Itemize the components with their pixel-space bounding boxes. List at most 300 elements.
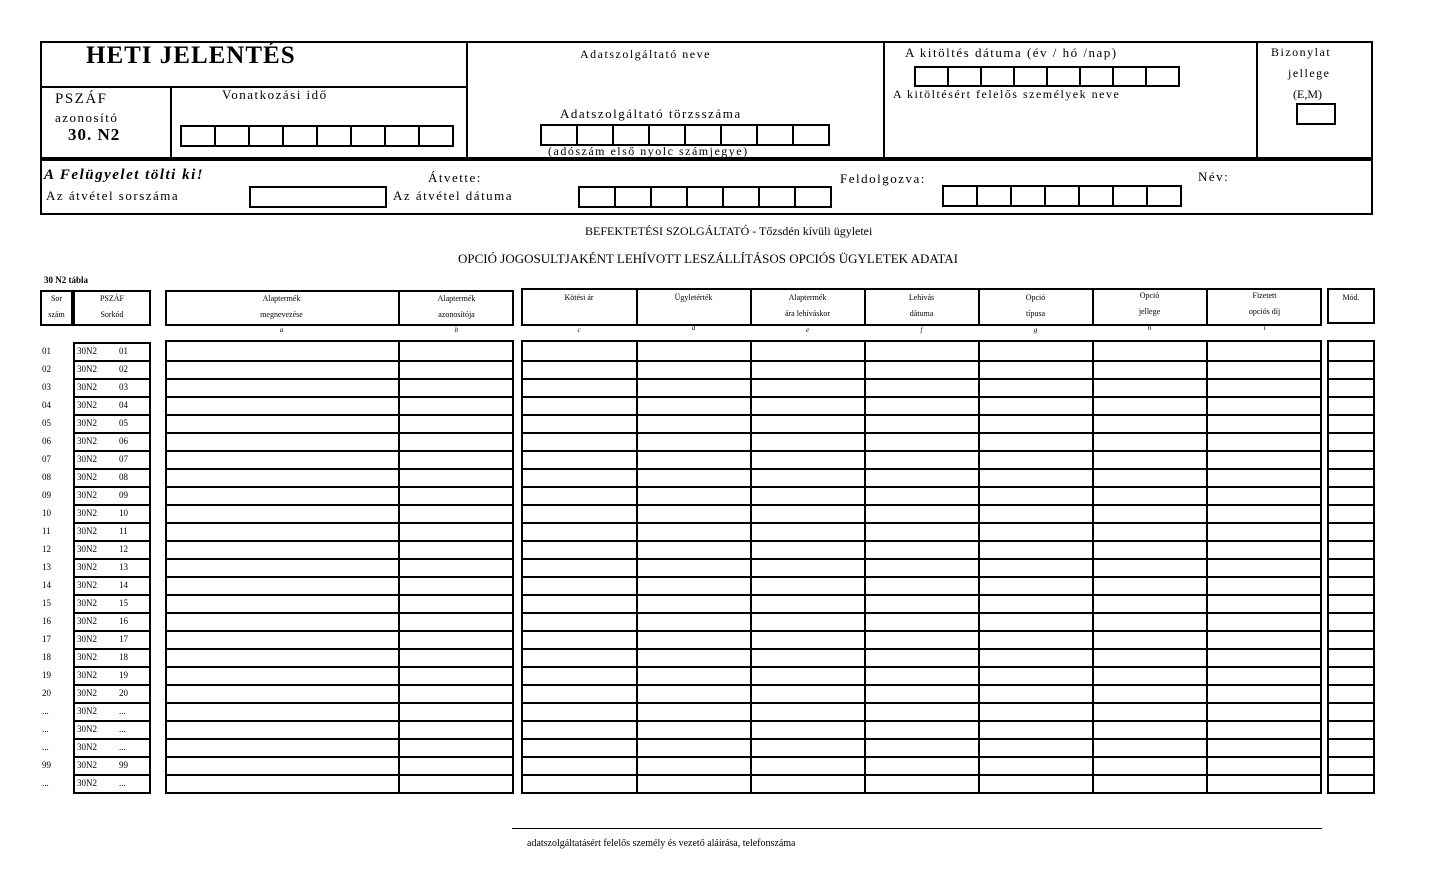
data-cell-i[interactable] [1208, 668, 1321, 683]
data-cell-i[interactable] [1208, 650, 1321, 665]
table-row [0, 720, 1430, 738]
data-cell-d[interactable] [638, 488, 750, 503]
data-cell-e[interactable] [752, 560, 864, 575]
data-cell-f[interactable] [866, 506, 978, 521]
data-cell-c[interactable] [523, 704, 636, 719]
data-cell-d[interactable] [638, 506, 750, 521]
data-cell-c[interactable] [523, 596, 636, 611]
data-cell-h[interactable] [1094, 560, 1206, 575]
row-separator [73, 666, 151, 668]
data-cell-f[interactable] [866, 704, 978, 719]
row-separator [73, 702, 151, 704]
data-cell-e[interactable] [752, 398, 864, 413]
data-cell-b[interactable] [400, 542, 513, 557]
data-cell-f[interactable] [866, 578, 978, 593]
data-cell-f[interactable] [866, 488, 978, 503]
data-cell-f[interactable] [866, 614, 978, 629]
data-cell-c[interactable] [523, 506, 636, 521]
data-cell-i[interactable] [1208, 470, 1321, 485]
data-cell-d[interactable] [638, 560, 750, 575]
row-code-number: 18 [119, 652, 128, 662]
torzsszam-field[interactable] [540, 124, 828, 146]
data-cell-g[interactable] [980, 488, 1092, 503]
data-cell-g[interactable] [980, 668, 1092, 683]
data-cell-d[interactable] [638, 398, 750, 413]
data-cell-h[interactable] [1094, 362, 1206, 377]
data-cell-i[interactable] [1208, 416, 1321, 431]
data-cell-c[interactable] [523, 416, 636, 431]
data-cell-m[interactable] [1329, 614, 1374, 629]
data-cell-a[interactable] [166, 578, 398, 593]
data-cell-b[interactable] [400, 758, 513, 773]
data-cell-h[interactable] [1094, 524, 1206, 539]
data-cell-e[interactable] [752, 344, 864, 359]
data-cell-i[interactable] [1208, 488, 1321, 503]
data-cell-e[interactable] [752, 542, 864, 557]
data-cell-h[interactable] [1094, 650, 1206, 665]
row-code: 30N2 [77, 490, 97, 500]
data-cell-a[interactable] [166, 380, 398, 395]
data-cell-a[interactable] [166, 344, 398, 359]
row-number: ... [42, 742, 49, 752]
data-cell-c[interactable] [523, 722, 636, 737]
data-cell-b[interactable] [400, 686, 513, 701]
data-cell-a[interactable] [166, 704, 398, 719]
kitoltes-datuma-field[interactable] [914, 66, 1178, 87]
data-cell-c[interactable] [523, 488, 636, 503]
data-cell-f[interactable] [866, 668, 978, 683]
data-cell-f[interactable] [866, 596, 978, 611]
data-cell-d[interactable] [638, 650, 750, 665]
data-cell-e[interactable] [752, 722, 864, 737]
atvetel-datuma-label: Az átvétel dátuma [393, 188, 514, 203]
data-cell-d[interactable] [638, 596, 750, 611]
data-cell-f[interactable] [866, 434, 978, 449]
data-cell-d[interactable] [638, 362, 750, 377]
data-cell-d[interactable] [638, 614, 750, 629]
data-cell-f[interactable] [866, 560, 978, 575]
data-cell-a[interactable] [166, 686, 398, 701]
bizonylat-field[interactable] [1296, 103, 1336, 125]
data-cell-d[interactable] [638, 776, 750, 791]
data-cell-g[interactable] [980, 776, 1092, 791]
data-cell-a[interactable] [166, 362, 398, 377]
data-cell-e[interactable] [752, 758, 864, 773]
data-cell-c[interactable] [523, 452, 636, 467]
data-cell-g[interactable] [980, 650, 1092, 665]
data-cell-e[interactable] [752, 632, 864, 647]
data-cell-b[interactable] [400, 434, 513, 449]
data-cell-e[interactable] [752, 488, 864, 503]
data-cell-m[interactable] [1329, 578, 1374, 593]
data-cell-g[interactable] [980, 470, 1092, 485]
data-cell-g[interactable] [980, 758, 1092, 773]
vonatkozasi-ido-field[interactable] [180, 125, 452, 147]
data-cell-b[interactable] [400, 560, 513, 575]
data-cell-f[interactable] [866, 362, 978, 377]
row-separator [73, 450, 151, 452]
data-cell-m[interactable] [1329, 542, 1374, 557]
data-cell-e[interactable] [752, 596, 864, 611]
row-separator [73, 774, 151, 776]
data-cell-a[interactable] [166, 470, 398, 485]
data-cell-g[interactable] [980, 632, 1092, 647]
bizonylat-label-2: jellege [1288, 66, 1331, 80]
data-cell-c[interactable] [523, 398, 636, 413]
data-cell-f[interactable] [866, 398, 978, 413]
data-cell-e[interactable] [752, 506, 864, 521]
data-cell-a[interactable] [166, 398, 398, 413]
data-cell-c[interactable] [523, 380, 636, 395]
data-cell-m[interactable] [1329, 776, 1374, 791]
row-separator [73, 684, 151, 686]
data-cell-m[interactable] [1329, 416, 1374, 431]
data-cell-c[interactable] [523, 614, 636, 629]
data-cell-i[interactable] [1208, 344, 1321, 359]
data-cell-a[interactable] [166, 614, 398, 629]
data-cell-h[interactable] [1094, 614, 1206, 629]
data-cell-m[interactable] [1329, 488, 1374, 503]
data-cell-f[interactable] [866, 650, 978, 665]
data-cell-h[interactable] [1094, 398, 1206, 413]
data-cell-e[interactable] [752, 380, 864, 395]
data-cell-e[interactable] [752, 704, 864, 719]
row-code: 30N2 [77, 670, 97, 680]
data-cell-m[interactable] [1329, 704, 1374, 719]
table-row [0, 702, 1430, 720]
data-cell-i[interactable] [1208, 632, 1321, 647]
data-cell-f[interactable] [866, 740, 978, 755]
data-cell-d[interactable] [638, 542, 750, 557]
data-cell-f[interactable] [866, 416, 978, 431]
data-cell-h[interactable] [1094, 470, 1206, 485]
data-cell-f[interactable] [866, 632, 978, 647]
col-pszaf-label: PSZÁF Sorkód [99, 294, 124, 319]
data-cell-h[interactable] [1094, 632, 1206, 647]
table-row [0, 630, 1430, 648]
data-cell-h[interactable] [1094, 704, 1206, 719]
data-cell-i[interactable] [1208, 506, 1321, 521]
data-cell-e[interactable] [752, 452, 864, 467]
data-cell-d[interactable] [638, 380, 750, 395]
data-cell-h[interactable] [1094, 776, 1206, 791]
data-cell-a[interactable] [166, 416, 398, 431]
data-cell-g[interactable] [980, 614, 1092, 629]
data-cell-c[interactable] [523, 740, 636, 755]
data-cell-i[interactable] [1208, 776, 1321, 791]
row-number: 99 [42, 760, 51, 770]
data-cell-f[interactable] [866, 776, 978, 791]
data-cell-m[interactable] [1329, 452, 1374, 467]
data-cell-d[interactable] [638, 452, 750, 467]
data-cell-e[interactable] [752, 524, 864, 539]
row-code: 30N2 [77, 652, 97, 662]
data-cell-g[interactable] [980, 560, 1092, 575]
data-cell-g[interactable] [980, 596, 1092, 611]
data-cell-d[interactable] [638, 578, 750, 593]
data-cell-b[interactable] [400, 668, 513, 683]
data-cell-d[interactable] [638, 740, 750, 755]
table-row [0, 540, 1430, 558]
data-cell-a[interactable] [166, 740, 398, 755]
data-cell-a[interactable] [166, 668, 398, 683]
data-cell-m[interactable] [1329, 560, 1374, 575]
data-cell-i[interactable] [1208, 614, 1321, 629]
data-cell-h[interactable] [1094, 596, 1206, 611]
row-code-number: 02 [119, 364, 128, 374]
data-cell-e[interactable] [752, 650, 864, 665]
data-cell-a[interactable] [166, 434, 398, 449]
data-cell-a[interactable] [166, 776, 398, 791]
table-row [0, 396, 1430, 414]
data-cell-h[interactable] [1094, 722, 1206, 737]
data-cell-b[interactable] [400, 740, 513, 755]
data-cell-e[interactable] [752, 776, 864, 791]
data-cell-b[interactable] [400, 398, 513, 413]
data-cell-h[interactable] [1094, 434, 1206, 449]
row-number: 07 [42, 454, 51, 464]
data-cell-i[interactable] [1208, 542, 1321, 557]
data-cell-a[interactable] [166, 758, 398, 773]
data-cell-c[interactable] [523, 632, 636, 647]
data-cell-i[interactable] [1208, 398, 1321, 413]
data-cell-i[interactable] [1208, 686, 1321, 701]
data-cell-d[interactable] [638, 524, 750, 539]
table-row [0, 558, 1430, 576]
data-cell-b[interactable] [400, 452, 513, 467]
data-cell-m[interactable] [1329, 686, 1374, 701]
data-cell-m[interactable] [1329, 524, 1374, 539]
data-cell-c[interactable] [523, 650, 636, 665]
data-cell-c[interactable] [523, 776, 636, 791]
data-cell-m[interactable] [1329, 596, 1374, 611]
data-cell-f[interactable] [866, 758, 978, 773]
data-cell-b[interactable] [400, 614, 513, 629]
data-cell-c[interactable] [523, 560, 636, 575]
data-cell-m[interactable] [1329, 380, 1374, 395]
data-cell-m[interactable] [1329, 740, 1374, 755]
data-cell-h[interactable] [1094, 488, 1206, 503]
data-cell-a[interactable] [166, 452, 398, 467]
data-cell-d[interactable] [638, 416, 750, 431]
row-code: 30N2 [77, 508, 97, 518]
data-cell-g[interactable] [980, 434, 1092, 449]
data-cell-g[interactable] [980, 506, 1092, 521]
row-code: 30N2 [77, 454, 97, 464]
row-separator [73, 468, 151, 470]
data-cell-m[interactable] [1329, 344, 1374, 359]
data-cell-g[interactable] [980, 362, 1092, 377]
data-cell-g[interactable] [980, 344, 1092, 359]
data-cell-m[interactable] [1329, 398, 1374, 413]
row-separator [73, 756, 151, 758]
data-cell-c[interactable] [523, 758, 636, 773]
data-cell-i[interactable] [1208, 434, 1321, 449]
feldolgozva-field[interactable] [942, 185, 1180, 207]
data-cell-m[interactable] [1329, 632, 1374, 647]
data-cell-d[interactable] [638, 344, 750, 359]
data-cell-h[interactable] [1094, 416, 1206, 431]
data-cell-h[interactable] [1094, 668, 1206, 683]
data-cell-f[interactable] [866, 380, 978, 395]
data-cell-d[interactable] [638, 470, 750, 485]
data-cell-i[interactable] [1208, 524, 1321, 539]
data-cell-h[interactable] [1094, 686, 1206, 701]
data-cell-f[interactable] [866, 524, 978, 539]
data-cell-i[interactable] [1208, 362, 1321, 377]
data-cell-f[interactable] [866, 542, 978, 557]
data-cell-h[interactable] [1094, 542, 1206, 557]
data-cell-e[interactable] [752, 740, 864, 755]
data-cell-i[interactable] [1208, 722, 1321, 737]
data-cell-e[interactable] [752, 686, 864, 701]
data-cell-b[interactable] [400, 722, 513, 737]
data-cell-m[interactable] [1329, 506, 1374, 521]
data-cell-b[interactable] [400, 362, 513, 377]
col-c-label: Kötési ár [564, 293, 594, 302]
data-cell-g[interactable] [980, 578, 1092, 593]
data-cell-m[interactable] [1329, 650, 1374, 665]
data-cell-a[interactable] [166, 632, 398, 647]
col-b-label: Alaptermék azonosítója [437, 294, 476, 319]
data-cell-g[interactable] [980, 686, 1092, 701]
data-cell-e[interactable] [752, 470, 864, 485]
data-cell-g[interactable] [980, 524, 1092, 539]
data-cell-b[interactable] [400, 470, 513, 485]
data-cell-b[interactable] [400, 344, 513, 359]
data-cell-m[interactable] [1329, 362, 1374, 377]
data-cell-h[interactable] [1094, 506, 1206, 521]
data-cell-g[interactable] [980, 416, 1092, 431]
data-cell-b[interactable] [400, 596, 513, 611]
row-code-number: 10 [119, 508, 128, 518]
data-cell-i[interactable] [1208, 452, 1321, 467]
data-cell-c[interactable] [523, 542, 636, 557]
data-cell-a[interactable] [166, 506, 398, 521]
row-code: 30N2 [77, 544, 97, 554]
data-cell-b[interactable] [400, 506, 513, 521]
data-cell-g[interactable] [980, 452, 1092, 467]
data-cell-m[interactable] [1329, 668, 1374, 683]
data-cell-a[interactable] [166, 650, 398, 665]
row-number: 19 [42, 670, 51, 680]
data-cell-d[interactable] [638, 686, 750, 701]
data-cell-i[interactable] [1208, 596, 1321, 611]
data-cell-h[interactable] [1094, 380, 1206, 395]
data-cell-d[interactable] [638, 668, 750, 683]
data-cell-a[interactable] [166, 488, 398, 503]
data-cell-c[interactable] [523, 668, 636, 683]
data-cell-f[interactable] [866, 452, 978, 467]
data-cell-a[interactable] [166, 524, 398, 539]
data-cell-m[interactable] [1329, 722, 1374, 737]
data-cell-b[interactable] [400, 380, 513, 395]
table-row [0, 450, 1430, 468]
row-separator [73, 522, 151, 524]
col-sor-label: Sor szám [48, 294, 65, 319]
data-cell-b[interactable] [400, 578, 513, 593]
data-cell-b[interactable] [400, 704, 513, 719]
data-cell-i[interactable] [1208, 560, 1321, 575]
data-cell-e[interactable] [752, 362, 864, 377]
data-cell-e[interactable] [752, 578, 864, 593]
data-cell-h[interactable] [1094, 758, 1206, 773]
data-cell-a[interactable] [166, 542, 398, 557]
data-cell-c[interactable] [523, 524, 636, 539]
data-cell-i[interactable] [1208, 578, 1321, 593]
data-cell-b[interactable] [400, 776, 513, 791]
row-number: 15 [42, 598, 51, 608]
data-cell-a[interactable] [166, 722, 398, 737]
data-cell-d[interactable] [638, 434, 750, 449]
table-row [0, 684, 1430, 702]
row-code: 30N2 [77, 760, 97, 770]
data-cell-c[interactable] [523, 362, 636, 377]
data-cell-c[interactable] [523, 434, 636, 449]
row-separator [73, 648, 151, 650]
data-cell-f[interactable] [866, 470, 978, 485]
data-cell-b[interactable] [400, 416, 513, 431]
data-cell-d[interactable] [638, 704, 750, 719]
data-cell-b[interactable] [400, 524, 513, 539]
data-cell-a[interactable] [166, 596, 398, 611]
data-cell-h[interactable] [1094, 578, 1206, 593]
data-cell-g[interactable] [980, 380, 1092, 395]
row-code-number: 19 [119, 670, 128, 680]
data-cell-f[interactable] [866, 686, 978, 701]
data-cell-c[interactable] [523, 686, 636, 701]
data-cell-e[interactable] [752, 614, 864, 629]
data-cell-a[interactable] [166, 560, 398, 575]
data-cell-c[interactable] [523, 470, 636, 485]
data-cell-g[interactable] [980, 740, 1092, 755]
data-cell-m[interactable] [1329, 434, 1374, 449]
data-cell-g[interactable] [980, 704, 1092, 719]
data-cell-f[interactable] [866, 344, 978, 359]
data-cell-e[interactable] [752, 434, 864, 449]
data-cell-h[interactable] [1094, 740, 1206, 755]
atvetel-datuma-field[interactable] [578, 186, 830, 208]
data-cell-g[interactable] [980, 398, 1092, 413]
data-cell-g[interactable] [980, 722, 1092, 737]
data-cell-e[interactable] [752, 416, 864, 431]
data-cell-b[interactable] [400, 488, 513, 503]
data-cell-c[interactable] [523, 344, 636, 359]
row-separator [73, 396, 151, 398]
row-code: 30N2 [77, 742, 97, 752]
data-cell-m[interactable] [1329, 758, 1374, 773]
table-row [0, 612, 1430, 630]
data-cell-i[interactable] [1208, 380, 1321, 395]
data-cell-e[interactable] [752, 668, 864, 683]
data-cell-d[interactable] [638, 632, 750, 647]
data-cell-h[interactable] [1094, 344, 1206, 359]
data-cell-i[interactable] [1208, 740, 1321, 755]
data-cell-i[interactable] [1208, 704, 1321, 719]
row-code-number: ... [119, 724, 126, 734]
data-cell-i[interactable] [1208, 758, 1321, 773]
data-cell-f[interactable] [866, 722, 978, 737]
data-cell-d[interactable] [638, 722, 750, 737]
atvetel-sorszama-field[interactable] [249, 186, 387, 208]
data-cell-h[interactable] [1094, 452, 1206, 467]
data-cell-g[interactable] [980, 542, 1092, 557]
data-cell-c[interactable] [523, 578, 636, 593]
data-cell-m[interactable] [1329, 470, 1374, 485]
data-cell-b[interactable] [400, 650, 513, 665]
data-cell-b[interactable] [400, 632, 513, 647]
data-cell-d[interactable] [638, 758, 750, 773]
